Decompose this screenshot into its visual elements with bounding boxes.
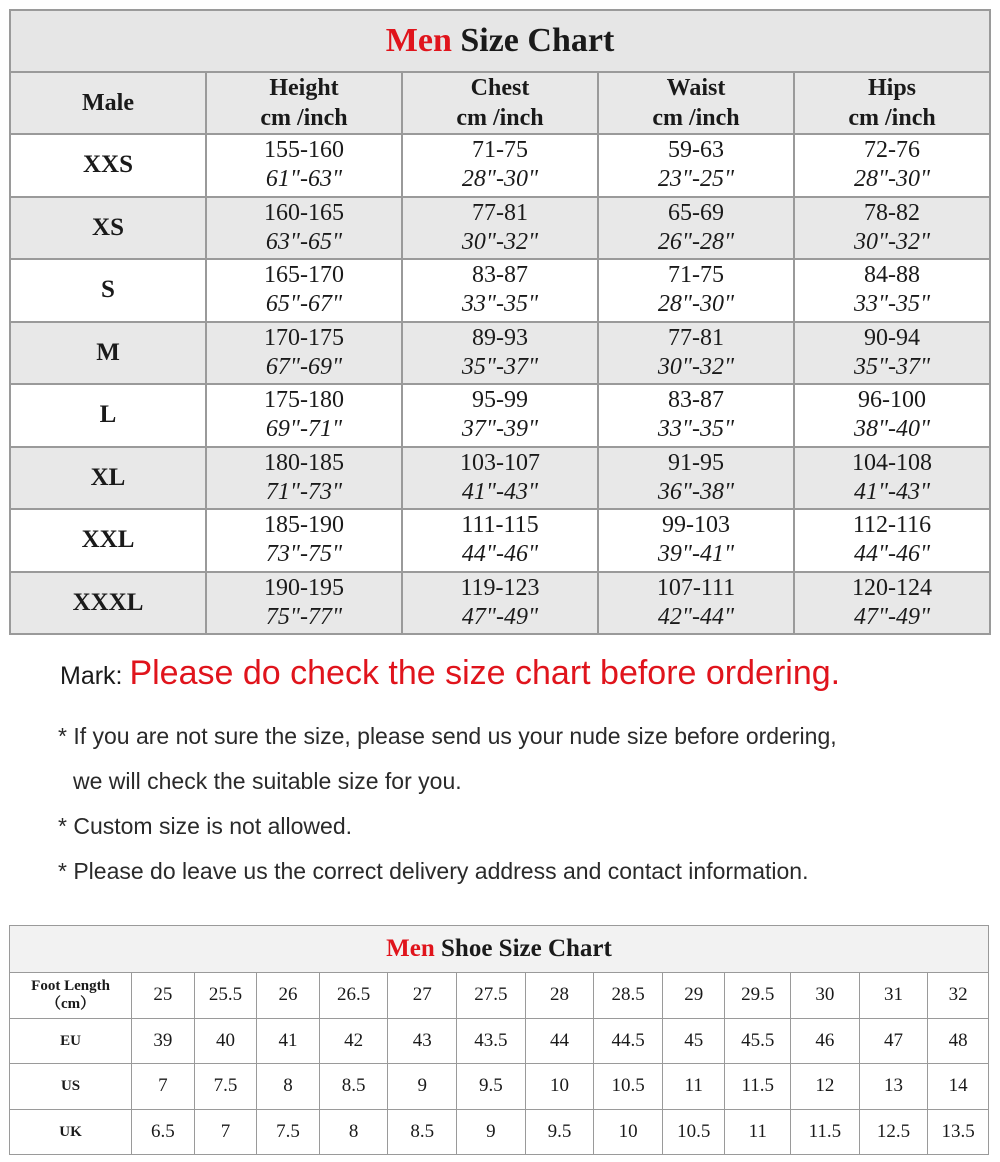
column-header-name: Height [269,75,339,101]
shoe-size-cell: 27 [388,973,457,1019]
shoe-size-cell: 10 [525,1064,594,1110]
measurement-cell [794,384,990,447]
measurement-inch: 69"-71" [265,416,343,443]
shoe-size-cell: 45.5 [725,1018,791,1064]
shoe-size-cell: 10.5 [662,1109,725,1155]
shoe-row-label-part: Foot Length [31,978,110,995]
shoe-size-cell: 11 [662,1064,725,1110]
shoe-size-cell: 11.5 [725,1064,791,1110]
measurement-cm: 77-81 [668,324,724,351]
size-label: M [10,322,206,385]
measurement-cm: 104-108 [852,449,933,476]
measurement-cm: 71-75 [472,137,528,164]
size-row [10,322,990,385]
measurement-cm: 120-124 [852,574,933,601]
shoe-size-cell: 9 [388,1064,457,1110]
column-header-waist [598,72,794,134]
column-header-hips [794,72,990,134]
shoe-size-row [10,1064,989,1110]
shoe-size-cell: 13.5 [928,1109,989,1155]
measurement-cell [402,572,598,635]
shoe-size-cell: 25 [132,973,195,1019]
measurement-cm: 165-170 [264,262,344,289]
measurement-cell [206,197,402,260]
shoe-size-cell: 7.5 [194,1064,257,1110]
measurement-cm: 72-76 [864,137,921,164]
column-header-unit: cm /inch [848,105,936,131]
measurement-cm: 78-82 [864,199,921,226]
shoe-size-row [10,973,989,1019]
size-label: L [10,384,206,447]
measurement-inch: 71"-73" [265,478,343,505]
size-row [10,384,990,447]
size-header-male: Male [10,72,206,134]
measurement-inch: 30"-32" [461,228,539,255]
measurement-cm: 185-190 [264,512,344,539]
measurement-cm: 190-195 [264,574,344,601]
shoe-row-label [10,1109,132,1155]
shoe-size-cell: 48 [928,1018,989,1064]
shoe-size-row [10,1018,989,1064]
shoe-row-label [10,973,132,1019]
shoe-size-cell: 7.5 [257,1109,320,1155]
measurement-inch: 30"-32" [853,228,931,255]
column-header-unit: cm /inch [260,105,348,131]
measurement-cm: 83-87 [472,262,528,289]
size-chart-title-accent: Men [385,22,452,59]
shoe-size-cell: 44.5 [594,1018,663,1064]
shoe-size-cell: 46 [791,1018,860,1064]
measurement-cell [794,259,990,322]
column-header-name: Waist [666,75,726,101]
shoe-size-cell: 14 [928,1064,989,1110]
shoe-size-cell: 9.5 [457,1064,526,1110]
shoe-size-cell: 44 [525,1018,594,1064]
shoe-size-cell: 43.5 [457,1018,526,1064]
size-label: XXL [10,509,206,572]
measurement-cell [598,259,794,322]
measurement-inch: 30"-32" [657,353,735,380]
measurement-cm: 160-165 [264,199,344,226]
size-row [10,509,990,572]
size-row [10,447,990,510]
measurement-cell [402,259,598,322]
measurement-cm: 112-116 [852,512,932,539]
shoe-size-chart-table [9,925,989,1155]
measurement-inch: 33"-35" [461,291,539,318]
measurement-inch: 44"-46" [853,541,931,568]
shoe-size-cell: 12.5 [859,1109,928,1155]
shoe-row-label-part: （cm） [45,996,96,1013]
measurement-inch: 36"-38" [657,478,735,505]
measurement-cell [402,134,598,197]
shoe-size-cell: 11 [725,1109,791,1155]
column-header-unit: cm /inch [456,105,544,131]
measurement-cm: 107-111 [656,574,736,601]
measurement-cm: 175-180 [264,387,344,414]
note-line: * If you are not sure the size, please send us your nude size before ordering, [58,723,837,749]
measurement-cell [206,384,402,447]
measurement-cm: 111-115 [461,512,539,539]
measurement-cell [402,509,598,572]
shoe-size-row [10,1109,989,1155]
measurement-cell [206,447,402,510]
measurement-inch: 67"-69" [265,353,343,380]
shoe-size-cell: 6.5 [132,1109,195,1155]
measurement-cell [794,197,990,260]
measurement-inch: 39"-41" [657,541,735,568]
measurement-cm: 89-93 [472,324,528,351]
measurement-cm: 90-94 [864,324,921,351]
measurement-cell [598,134,794,197]
size-chart-header-row [10,72,990,134]
shoe-size-cell: 7 [132,1064,195,1110]
measurement-cell [598,509,794,572]
shoe-size-cell: 8.5 [388,1109,457,1155]
shoe-size-cell: 7 [194,1109,257,1155]
shoe-size-cell: 8.5 [319,1064,388,1110]
shoe-size-cell: 40 [194,1018,257,1064]
measurement-cm: 59-63 [668,137,724,164]
column-header-unit: cm /inch [652,105,740,131]
size-row [10,259,990,322]
size-row [10,572,990,635]
shoe-size-cell: 11.5 [791,1109,860,1155]
shoe-size-cell: 26 [257,973,320,1019]
shoe-size-cell: 41 [257,1018,320,1064]
column-header-height [206,72,402,134]
measurement-cm: 77-81 [472,199,528,226]
shoe-row-label-part: US [60,1078,81,1095]
shoe-size-cell: 8 [319,1109,388,1155]
size-chart-title-rest: Size Chart [451,22,615,59]
measurement-inch: 44"-46" [461,541,539,568]
shoe-size-cell: 10.5 [594,1064,663,1110]
shoe-row-label-part: EU [60,1032,81,1049]
measurement-inch: 38"-40" [853,416,931,443]
size-chart-title [10,10,990,72]
size-chart-body [10,10,990,634]
measurement-cell [598,322,794,385]
shoe-size-cell: 9.5 [525,1109,594,1155]
measurement-inch: 47"-49" [461,603,539,630]
measurement-cell [402,447,598,510]
shoe-size-cell: 32 [928,973,989,1019]
measurement-cell [598,572,794,635]
size-label: XXS [10,134,206,197]
shoe-row-label [10,1064,132,1110]
column-header-name: Chest [470,75,530,101]
measurement-cm: 119-123 [460,574,540,601]
measurement-cell [402,197,598,260]
shoe-row-label [10,1018,132,1064]
measurement-inch: 42"-44" [657,603,735,630]
measurement-cm: 96-100 [858,387,927,414]
shoe-size-cell: 29.5 [725,973,791,1019]
measurement-inch: 65"-67" [265,291,343,318]
measurement-inch: 75"-77" [265,603,343,630]
shoe-size-cell: 28.5 [594,973,663,1019]
measurement-cell [206,322,402,385]
shoe-chart-title-accent: Men [386,935,435,962]
measurement-cell [206,259,402,322]
shoe-size-cell: 12 [791,1064,860,1110]
shoe-size-cell: 31 [859,973,928,1019]
shoe-size-cell: 28 [525,973,594,1019]
size-chart-table [9,9,991,635]
measurement-inch: 28"-30" [657,291,735,318]
measurement-cm: 84-88 [864,262,921,289]
shoe-size-cell: 26.5 [319,973,388,1019]
measurement-cell [598,447,794,510]
shoe-size-cell: 25.5 [194,973,257,1019]
measurement-cm: 71-75 [668,262,724,289]
measurement-cm: 95-99 [472,387,528,414]
measurement-cm: 170-175 [264,324,344,351]
shoe-size-cell: 9 [457,1109,526,1155]
mark-notice [60,654,840,693]
measurement-cm: 103-107 [460,449,540,476]
measurement-cell [794,447,990,510]
shoe-size-cell: 27.5 [457,973,526,1019]
measurement-inch: 63"-65" [265,228,343,255]
shoe-row-label-part: UK [59,1123,82,1140]
measurement-cell [598,197,794,260]
measurement-cm: 91-95 [668,449,724,476]
measurement-cell [206,572,402,635]
measurement-inch: 41"-43" [853,478,931,505]
size-label: XL [10,447,206,510]
measurement-inch: 26"-28" [657,228,735,255]
note-line: we will check the suitable size for you. [73,768,462,794]
measurement-cell [206,509,402,572]
measurement-inch: 35"-37" [853,353,931,380]
note-line: * Please do leave us the correct delivery address and contact information. [58,858,809,884]
mark-label: Mark: [60,662,130,690]
measurement-inch: 73"-75" [265,541,343,568]
measurement-inch: 33"-35" [853,291,931,318]
size-label: XXXL [10,572,206,635]
shoe-size-cell: 43 [388,1018,457,1064]
measurement-cm: 99-103 [662,512,730,539]
measurement-cell [598,384,794,447]
size-row [10,197,990,260]
measurement-cm: 83-87 [668,387,724,414]
measurement-inch: 23"-25" [657,166,735,193]
measurement-cell [402,384,598,447]
shoe-chart-title [10,926,989,973]
measurement-inch: 28"-30" [853,166,931,193]
measurement-inch: 37"-39" [461,416,539,443]
size-row [10,134,990,197]
shoe-size-cell: 39 [132,1018,195,1064]
column-header-name: Hips [868,75,917,101]
shoe-size-cell: 29 [662,973,725,1019]
shoe-size-cell: 13 [859,1064,928,1110]
measurement-cm: 180-185 [264,449,344,476]
shoe-size-cell: 10 [594,1109,663,1155]
measurement-inch: 47"-49" [853,603,931,630]
measurement-inch: 35"-37" [461,353,539,380]
column-header-chest [402,72,598,134]
shoe-size-cell: 30 [791,973,860,1019]
shoe-size-cell: 47 [859,1018,928,1064]
measurement-cell [794,322,990,385]
measurement-inch: 61"-63" [265,166,343,193]
size-label: XS [10,197,206,260]
measurement-cm: 65-69 [668,199,724,226]
measurement-cm: 155-160 [264,137,344,164]
measurement-cell [402,322,598,385]
shoe-size-cell: 42 [319,1018,388,1064]
shoe-chart-body [10,926,989,1155]
mark-warning-text: Please do check the size chart before ordering. [129,654,841,692]
measurement-cell [794,509,990,572]
shoe-size-cell: 8 [257,1064,320,1110]
size-label: S [10,259,206,322]
measurement-inch: 28"-30" [461,166,539,193]
shoe-chart-title-rest: Shoe Size Chart [434,935,612,962]
measurement-inch: 41"-43" [461,478,539,505]
note-line: * Custom size is not allowed. [58,813,353,839]
measurement-cell [794,134,990,197]
measurement-inch: 33"-35" [657,416,735,443]
measurement-cell [206,134,402,197]
shoe-size-cell: 45 [662,1018,725,1064]
measurement-cell [794,572,990,635]
